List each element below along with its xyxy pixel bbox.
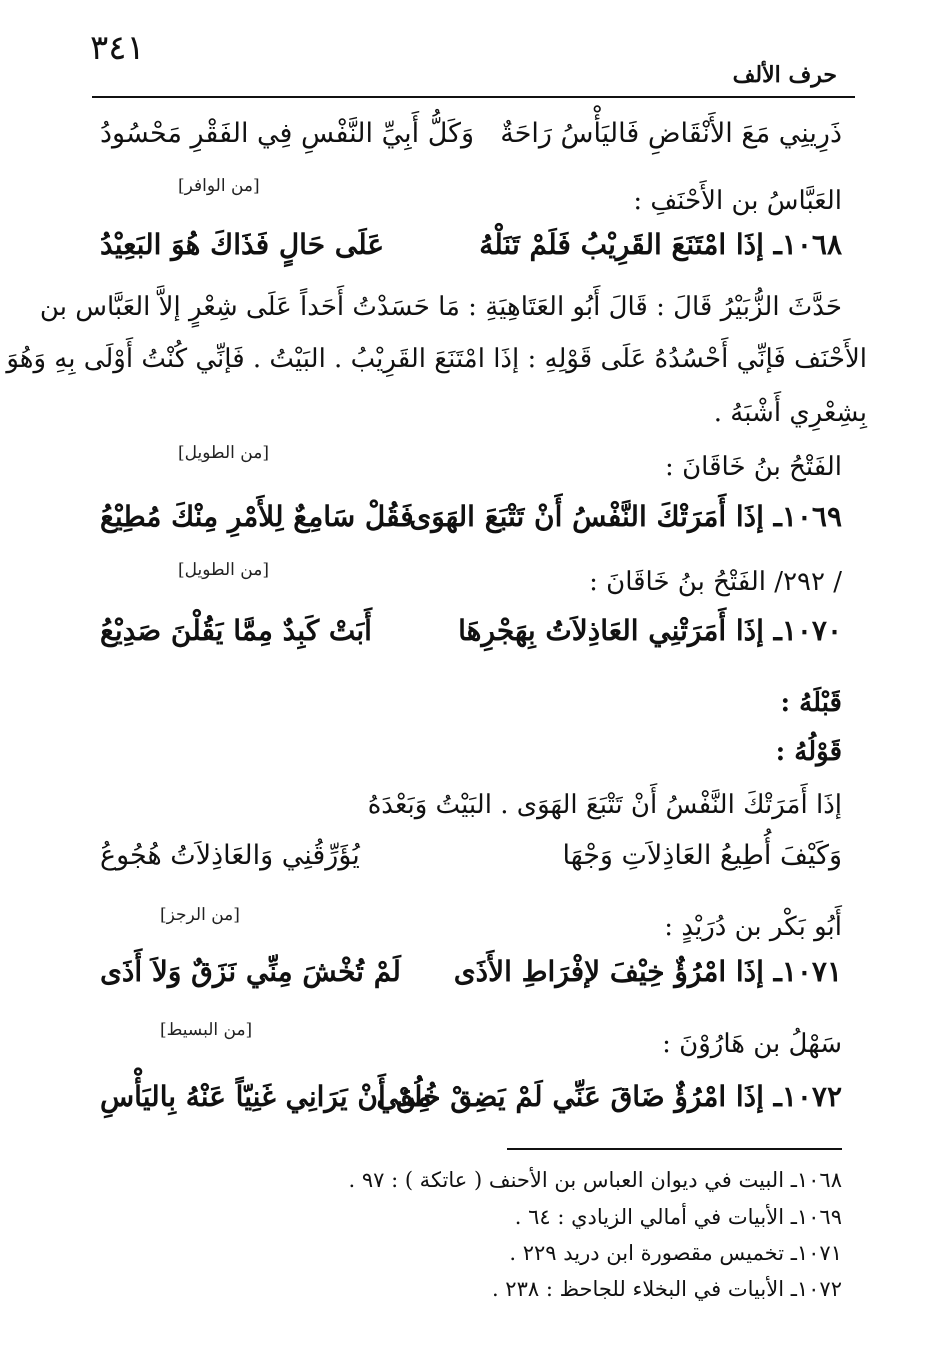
- verse-second-hemistich: عَلَى حَالٍ فَذَاكَ هُوَ البَعِيْدُ: [100, 228, 385, 261]
- meter-label: [من الرجز]: [160, 905, 240, 925]
- footnote: ١٠٧١ـ تخميس مقصورة ابن دريد ٢٢٩ .: [509, 1241, 842, 1265]
- verse-1068: [100, 228, 842, 276]
- quoted-line: إذَا أَمَرَتْكَ النَّفْسُ أَنْ تَتْبَعَ الهَوَى . البَيْتُ وَبَعْدَهُ: [367, 790, 842, 820]
- label-saying: قَوْلُهُ :: [775, 737, 842, 767]
- verse-first-hemistich: ١٠٧٠ـ إذَا أَمَرَتْنِي العَاذِلاَتُ بِهَجْرِهَا: [458, 614, 842, 647]
- label-before: قَبْلَهُ :: [780, 688, 842, 718]
- page-number: ٣٤١: [90, 28, 145, 68]
- prose-line: بِشِعْرِي أَشْبَهُ .: [713, 398, 867, 428]
- verse-second-hemistich: فَقُلْ سَامِعٌ لِلأَمْرِ مِنْكَ مُطِيْعُ: [100, 500, 414, 533]
- verse-second-hemistich: أَبَتْ كَبِدٌ مِمَّا يَقُلْنَ صَدِيْعُ: [100, 614, 372, 647]
- verse-1071: [100, 955, 842, 1003]
- meter-label: [من الطويل]: [178, 560, 269, 580]
- verse-first-hemistich: ١٠٧٢ـ إذَا امْرُؤٌ ضَاقَ عَنِّي لَمْ يَضِقْ خُلُقِي: [376, 1080, 842, 1113]
- verse-second-hemistich: يُؤَرِّقُنِي وَالعَاذِلاَتُ هُجُوعُ: [100, 840, 360, 871]
- verse-previous: [100, 118, 842, 166]
- verse-second-hemistich: لَمْ تُخْشَ مِنِّي نَزَقٌ وَلاَ أَذَى: [100, 955, 401, 988]
- verse-first-hemistich: ١٠٦٩ـ إذَا أَمَرَتْكَ النَّفْسُ أَنْ تَتْبَعَ الهَوَى: [409, 500, 842, 533]
- footnote-rule: [507, 1148, 842, 1150]
- verse-first-hemistich: ذَرِينِي مَعَ الأَنْقَاضِ فَاليَأْسُ رَاحَةٌ: [500, 118, 842, 149]
- verse-second-hemistich: مِنْ أَنْ يَرَانِي غَنِيّاً عَنْهُ بِاليَأْسِ: [100, 1080, 432, 1113]
- header-rule: [92, 96, 855, 98]
- poet-attribution: العَبَّاسُ بن الأَحْنَفِ :: [633, 186, 842, 216]
- poet-attribution: سَهْلُ بن هَارُوْنَ :: [662, 1029, 842, 1059]
- verse-first-hemistich: ١٠٧١ـ إذَا امْرُؤٌ خِيْفَ لإفْرَاطِ الأَذَى: [453, 955, 842, 988]
- meter-label: [من الوافر]: [178, 176, 260, 196]
- verse-1069: [100, 500, 842, 548]
- verse-1070: [100, 614, 842, 662]
- verse-first-hemistich: ١٠٦٨ـ إذَا امْتَنَعَ القَرِيْبُ فَلَمْ تَنَلْهُ: [479, 228, 842, 261]
- meter-label: [من البسيط]: [160, 1020, 253, 1040]
- footnote: ١٠٧٢ـ الأبيات في البخلاء للجاحظ : ٢٣٨ .: [491, 1277, 842, 1301]
- poet-attribution: / ٢٩٢/ الفَتْحُ بنُ خَاقَانَ :: [589, 567, 842, 597]
- running-title: حرف الألف: [732, 62, 837, 88]
- prose-line: الأَحْنَف فَإنِّي أَحْسُدُهُ عَلَى قَوْلِهِ : إذَا امْتَنَعَ القَرِيْبُ . البَيْتُ . فَإنِّي كُنْتُ أَوْلَى بِهِ وَهُوَ: [6, 344, 867, 374]
- poet-attribution: الفَتْحُ بنُ خَاقَانَ :: [665, 452, 842, 482]
- poet-attribution: أَبُو بَكْر بن دُرَيْدٍ :: [664, 912, 842, 942]
- verse-following: [100, 840, 842, 888]
- verse-first-hemistich: وَكَيْفَ أُطِيعُ العَاذِلاَتِ وَجْهَا: [562, 840, 842, 871]
- verse-1072: [100, 1080, 842, 1128]
- footnote: ١٠٦٨ـ البيت في ديوان العباس بن الأحنف ( عاتكة ) : ٩٧ .: [348, 1168, 842, 1192]
- footnote: ١٠٦٩ـ الأبيات في أمالي الزيادي : ٦٤ .: [514, 1205, 842, 1229]
- prose-line: حَدَّثَ الزُّبَيْرُ قَالَ : قَالَ أَبُو العَتَاهِيَةِ : مَا حَسَدْتُ أَحَداً عَلَى شِعْرٍ إلاَّ العَبَّاس بن: [39, 292, 842, 322]
- verse-second-hemistich: وَكَلُّ أَبِيِّ النَّفْسِ فِي الفَقْرِ مَحْسُودُ: [100, 118, 475, 149]
- meter-label: [من الطويل]: [178, 443, 269, 463]
